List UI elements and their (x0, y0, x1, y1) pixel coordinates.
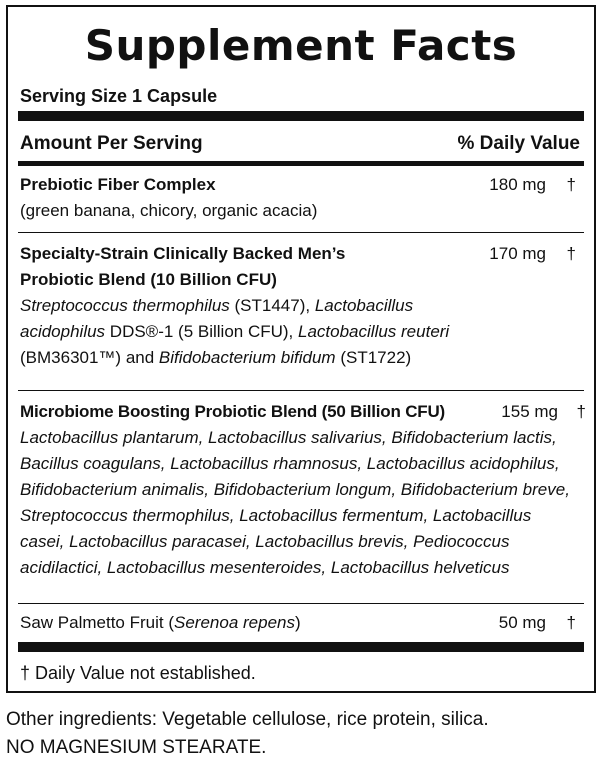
nutrient-row-mens-probiotic (20, 241, 580, 371)
other-ingredients-line-1: Other ingredients: Vegetable cellulose, rice protein, silica. (6, 709, 489, 730)
ingredient-name-close: ) (294, 613, 301, 632)
botanical-name: Serenoa repens (174, 613, 295, 632)
strain-code: (ST1722) (335, 348, 412, 367)
ingredient-name-line-2: Probiotic Blend (10 Billion CFU) (20, 270, 277, 289)
ingredient-description (20, 345, 580, 371)
ingredient-amount: 170 mg (489, 244, 546, 263)
strain-list-line: Bacillus coagulans, Lactobacillus rhamnosus, Lactobacillus acidophilus, (20, 454, 560, 473)
strain-list-line: Bifidobacterium animalis, Bifidobacterium longum, Bifidobacterium breve, (20, 480, 570, 499)
strain-code: DDS®-1 (5 Billion CFU), (105, 322, 299, 341)
strain-list-line: casei, Lactobacillus paracasei, Lactobacillus brevis, Pediococcus (20, 532, 510, 551)
serving-size: Serving Size 1 Capsule (20, 86, 218, 106)
daily-value-dagger: † (566, 175, 576, 194)
ingredient-name-line-1: Specialty-Strain Clinically Backed Men’s (20, 244, 346, 263)
ingredient-amount: 50 mg (498, 613, 546, 632)
strain-list-line: acidilactici, Lactobacillus mesenteroides, Lactobacillus helveticus (20, 558, 510, 577)
strain-code: (BM36301™) and (20, 348, 159, 367)
daily-value-dagger: † (576, 402, 586, 421)
thick-divider (18, 111, 584, 121)
daily-value-footnote: † Daily Value not established. (20, 663, 256, 683)
row-divider (18, 390, 584, 391)
daily-value-dagger: † (566, 244, 576, 263)
nutrient-row-microbiome-blend (20, 399, 586, 581)
thick-divider-bottom (18, 642, 584, 652)
nutrient-row-prebiotic (20, 172, 580, 224)
strain-list-line: Lactobacillus plantarum, Lactobacillus salivarius, Bifidobacterium lactis, (20, 428, 557, 447)
strain-name: acidophilus (20, 322, 106, 341)
strain-list-line: Streptococcus thermophilus, Lactobacillus fermentum, Lactobacillus (20, 506, 532, 525)
other-ingredients (6, 706, 489, 762)
strain-name: Bifidobacterium bifidum (158, 348, 336, 367)
strain-name: Streptococcus thermophilus (20, 296, 230, 315)
strain-name: Lactobacillus (314, 296, 414, 315)
panel-title: Supplement Facts (84, 21, 518, 70)
strain-code: (ST1447), (229, 296, 315, 315)
ingredient-description (20, 293, 580, 319)
supplement-facts-panel (6, 5, 596, 693)
ingredient-name: Prebiotic Fiber Complex (20, 175, 216, 194)
row-divider (18, 603, 584, 604)
daily-value-dagger: † (566, 613, 576, 632)
amount-per-serving-header: Amount Per Serving (20, 133, 203, 154)
ingredient-amount: 155 mg (501, 402, 558, 421)
ingredient-name: Microbiome Boosting Probiotic Blend (50 Billion CFU) (20, 402, 445, 421)
ingredient-amount: 180 mg (489, 175, 546, 194)
strain-name: Lactobacillus reuteri (298, 322, 450, 341)
ingredient-name-text: Saw Palmetto Fruit ( (20, 613, 174, 632)
ingredient-name (20, 610, 580, 636)
row-divider (18, 232, 584, 233)
medium-divider (18, 161, 584, 166)
other-ingredients-line-2: NO MAGNESIUM STEARATE. (6, 737, 267, 758)
ingredient-description: (green banana, chicory, organic acacia) (20, 201, 318, 220)
ingredient-description (20, 319, 580, 345)
daily-value-header: % Daily Value (457, 133, 580, 154)
nutrient-row-saw-palmetto (20, 610, 580, 636)
